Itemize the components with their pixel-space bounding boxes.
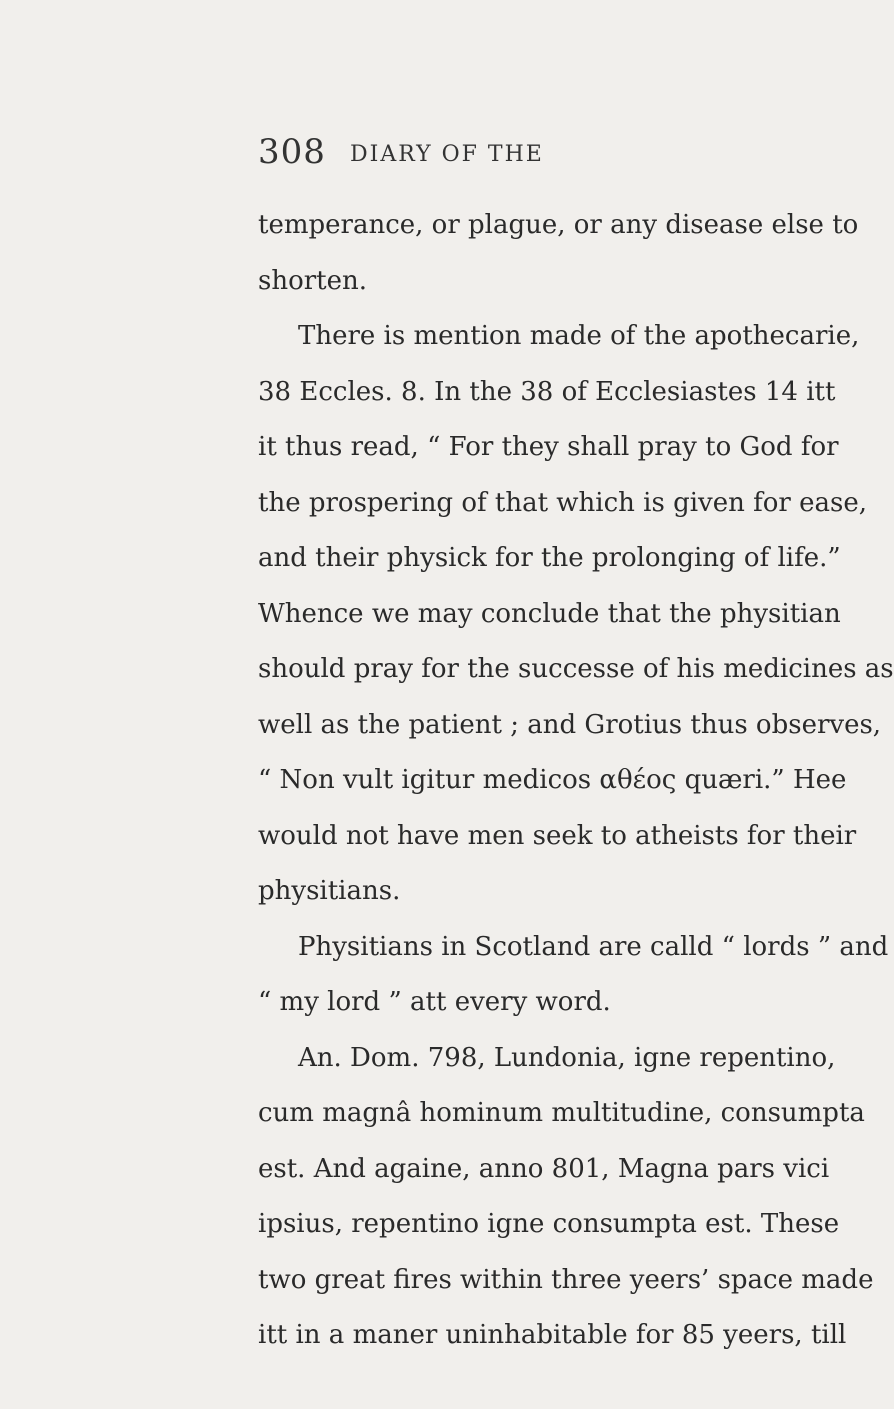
text-line: itt in a maner uninhabitable for 85 yeers, till	[258, 1320, 847, 1350]
text-line: ipsius, repentino igne consumpta est. These	[258, 1209, 840, 1239]
text-line: and their physick for the prolonging of life.”	[258, 543, 841, 573]
text-line: Whence we may conclude that the physitian	[258, 598, 841, 629]
text-line: 38 Eccles. 8. In the 38 of Ecclesiastes 14 itt	[258, 376, 836, 407]
text-line: the prospering of that which is given for ease,	[258, 487, 867, 518]
page-header	[0, 132, 800, 172]
running-head: DIARY OF THE	[350, 142, 544, 167]
text-line: There is mention made of the apothecarie,	[298, 321, 860, 351]
text-line: cum magnâ hominum multitudine, consumpta	[258, 1098, 865, 1128]
text-line: Physitians in Scotland are calld “ lords ” and	[298, 931, 889, 962]
text-line: well as the patient ; and Grotius thus observes,	[258, 709, 882, 740]
text-line: “ Non vult igitur medicos αθέος quæri.” Hee	[258, 765, 847, 795]
text-line: shorten.	[258, 265, 368, 296]
text-line: est. And againe, anno 801, Magna pars vici	[258, 1153, 830, 1184]
text-line: two great fires within three yeers’ space made	[258, 1264, 874, 1295]
body-text	[258, 198, 894, 1364]
text-line: temperance, or plague, or any disease else to	[258, 210, 859, 240]
text-line: it thus read, “ For they shall pray to God for	[258, 432, 839, 462]
text-line: “ my lord ” att every word.	[258, 987, 611, 1017]
text-line: An. Dom. 798, Lundonia, igne repentino,	[298, 1042, 836, 1073]
text-line: physitians.	[258, 876, 401, 906]
text-line: should pray for the successe of his medicines as	[258, 654, 894, 684]
text-line: would not have men seek to atheists for their	[258, 820, 857, 851]
page-number: 308	[258, 132, 326, 172]
